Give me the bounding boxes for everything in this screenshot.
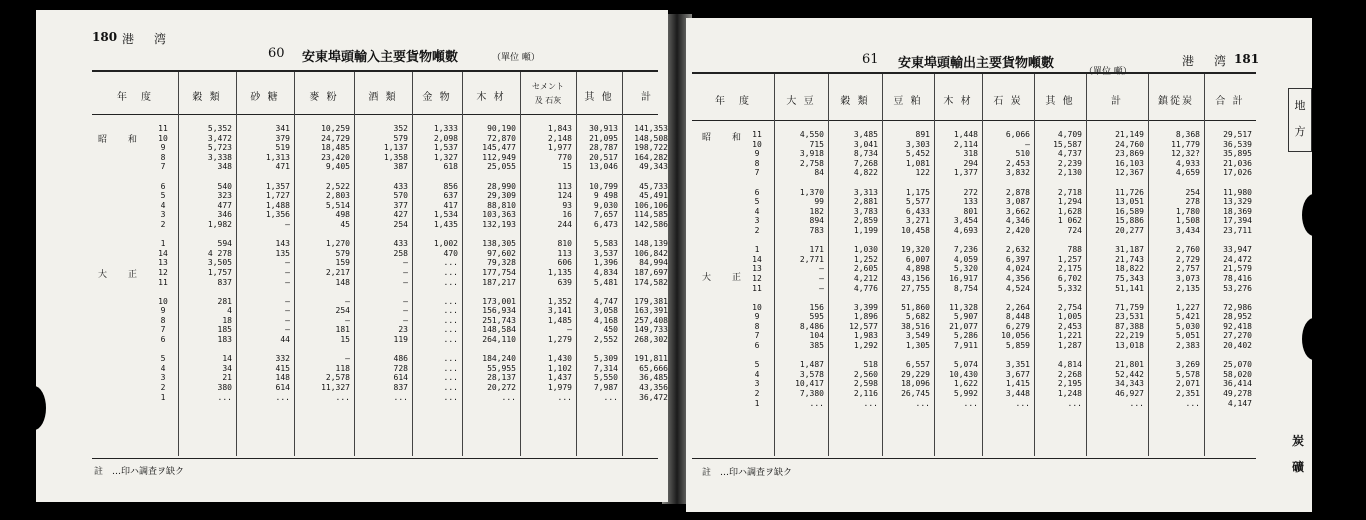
column-header: 鎮從炭	[1158, 96, 1194, 107]
column-header: 合 計	[1215, 96, 1245, 107]
right-running-head: 港 湾	[1182, 54, 1231, 68]
data-column: 3,485 3,041 8,734 7,268 4,822 3,313 2,881 3,783 2,859 1,199 1,030 1,252 2,605 4,212 4,776 3,399 1,896 12,577 1,983 1,292 518 2,560 2,598 2,116 ...	[849, 130, 878, 408]
column-header: 穀 類	[840, 96, 870, 107]
column-header: 石 炭	[993, 96, 1023, 107]
data-column: 141,353 148,508 198,722 164,282 49,343 45,733 45,491 106,106 114,585 142,586 148,139 106,842 84,994 187,697 174,582 179,381 163,391 257,408 149,733 268,302 191,811 65,666 36,485 43,356 36,472	[634, 124, 668, 402]
right-table-number: 61	[862, 52, 879, 67]
page-notch	[1302, 318, 1312, 360]
right-page-number: 181	[1234, 52, 1260, 66]
table-bottom-rule	[692, 458, 1256, 459]
side-tab-char: 方	[1294, 125, 1306, 138]
left-table-number: 60	[268, 46, 285, 61]
column-header: 年 度	[117, 92, 153, 103]
data-column: 1,333 2,098 1,537 1,327 618 856 637 417 1,534 1,435 1,002 470 ... ... ... ... ... ... ... ... ... ... ... ... ...	[433, 124, 458, 402]
data-column: 30,913 21,095 28,787 20,517 13,046 10,799 9 498 9,030 7,657 6,473 5,583 3,537 1,396 4,834 5,481 4,747 3,058 4,168 450 2,552 5,309 7,314 5,550 7,987 ...	[589, 124, 618, 402]
data-column: 90,190 72,870 145,477 112,949 25,055 28,990 29,309 88,810 103,363 132,193 138,305 97,602 79,328 177,754 187,217 173,001 156,934 251,743 148,584 264,110 184,240 55,955 28,137 20,272 ...	[482, 124, 516, 402]
header-bottom-rule	[92, 114, 658, 115]
column-header: 年 度	[715, 96, 751, 107]
column-header: 穀 類	[192, 92, 222, 103]
era-label-taisho: 大 正	[702, 273, 748, 283]
data-column: 4,550 715 3,918 2,758 84 1,370 99 182 894 783 171 2,771 — — — 156 595 8,486 104 385 1,487 3,578 10,417 7,380 ...	[795, 130, 824, 408]
margin-char: 炭	[1292, 434, 1305, 448]
column-header: 大 豆	[786, 96, 816, 107]
era-label-taisho: 大 正	[98, 270, 144, 280]
column-header: 木 材	[943, 96, 973, 107]
era-label-showa: 昭 和	[702, 133, 748, 143]
year-column: 11 10 9 8 7 6 5 4 3 2 1 14 13 12 11 10 9 8 7 6 5 4 3 2 1	[158, 124, 168, 402]
column-header: 計	[1111, 96, 1123, 107]
left-page	[36, 10, 668, 502]
right-unit-label: （單位 噸）	[1084, 67, 1132, 77]
column-header: 酒 類	[368, 92, 398, 103]
data-column: 1,843 2,148 1,977 770 15 113 124 93 16 244 810 113 606 1,135 639 1,352 3,141 1,485 — 1,279 1,430 1,102 1,437 1,979 ...	[547, 124, 572, 402]
data-column: 10,259 24,729 18,485 23,420 9,405 2,522 2,803 5,514 498 45 1,270 579 159 2,217 148 — 254 — 181 15 — 118 2,578 11,327 ...	[321, 124, 350, 402]
data-column: 352 579 1,137 1,358 387 433 570 377 427 254 433 258 — — — — — — 23 119 486 728 614 837 ...	[383, 124, 408, 402]
data-column: 29,517 36,539 35,895 21,036 17,026 11,980 13,329 18,369 17,394 23,711 33,947 24,472 21,579 78,416 53,276 72,986 28,952 92,418 27,270 20,402 25,070 58,020 36,414 49,278 4,147	[1223, 130, 1252, 408]
table-top-rule	[692, 72, 1256, 74]
data-column: 21,149 24,760 23,869 16,103 12,367 11,726 13,051 16,589 15,886 20,277 31,187 21,743 18,822 75,343 51,141 71,759 23,531 87,388 22,219 13,018 21,801 52,442 34,343 46,927 ...	[1115, 130, 1144, 408]
data-column: 891 3,303 5,452 1,081 122 1,175 5,577 6,433 3,271 10,458 19,320 6,007 4,898 43,156 27,755 51,860 5,682 38,516 3,549 1,305 6,557 29,229 18,096 26,745 ...	[901, 130, 930, 408]
data-column: 341 379 519 1,313 471 1,357 1,727 1,488 1,356 — 143 135 — — — — — — — 44 332 415 148 614 ...	[265, 124, 290, 402]
column-header: 其 他	[1045, 96, 1075, 107]
data-column: 1,448 2,114 318 294 1,377 272 133 801 3,454 4,693 7,236 4,059 5,320 16,917 8,754 11,328 5,907 21,077 5,286 7,911 5,074 10,430 1,622 5,992 ...	[949, 130, 978, 408]
data-column: 6,066 — 510 2,453 3,832 2,878 3,087 3,662 4,346 2,420 2,632 6,397 4,024 4,356 4,524 2,264 8,448 6,279 10,056 5,859 3,351 3,677 1,415 3,448 ...	[1001, 130, 1030, 408]
page-notch	[22, 386, 46, 430]
header-bottom-rule	[692, 120, 1256, 121]
side-tab-char: 地	[1294, 99, 1306, 112]
data-column: 4,709 15,587 4,737 2,239 2,130 2,718 1,294 1,628 1 062 724 788 1,257 2,175 6,702 5,332 2,754 1,005 2,453 1,221 1,287 4,814 2,268 2,195 1,248 ...	[1053, 130, 1082, 408]
left-table-title: 安東埠頭輸入主要貨物噸數	[302, 50, 459, 65]
column-header: 金 物	[422, 92, 452, 103]
column-header: 砂 糖	[250, 92, 280, 103]
left-page-number: 180	[92, 30, 118, 44]
column-header: 麥 粉	[309, 92, 339, 103]
left-unit-label: （單位 噸）	[492, 53, 540, 63]
column-header: 木 材	[476, 92, 506, 103]
table-top-rule	[92, 70, 658, 72]
right-footnote: 註 …印ハ調査ヲ缺ク	[702, 468, 793, 478]
era-label-showa: 昭 和	[98, 135, 144, 145]
right-page	[686, 18, 1312, 512]
table-bottom-rule	[92, 458, 658, 459]
page-notch	[1302, 194, 1312, 236]
side-index-tab	[1288, 88, 1312, 152]
column-header: 其 他	[584, 92, 614, 103]
data-column: 8,368 11,779 12,32? 4,933 4,659 254 278 1,780 1,508 3,434 2,760 2,729 2,757 3,073 2,135 1,227 5,421 5,030 5,051 2,383 3,269 5,578 2,071 2,351 ...	[1171, 130, 1200, 408]
left-footnote: 註 …印ハ調査ヲ缺ク	[94, 467, 185, 477]
right-table-title: 安東埠頭輸出主要貨物噸數	[898, 56, 1055, 71]
column-header: セメント 及 石灰	[532, 82, 564, 105]
left-running-head: 港 湾	[122, 32, 171, 46]
margin-char: 礦	[1292, 460, 1305, 474]
year-column: 11 10 9 8 7 6 5 4 3 2 1 14 13 12 11 10 9 8 7 6 5 4 3 2 1	[752, 130, 762, 408]
column-header: 豆 粕	[893, 96, 923, 107]
data-column: 5,352 3,472 5,723 3,338 348 540 323 477 346 1,982 594 4 278 3,505 1,757 837 281 4 18 185 183 14 34 21 380 ...	[207, 124, 232, 402]
column-header: 計	[641, 92, 653, 103]
